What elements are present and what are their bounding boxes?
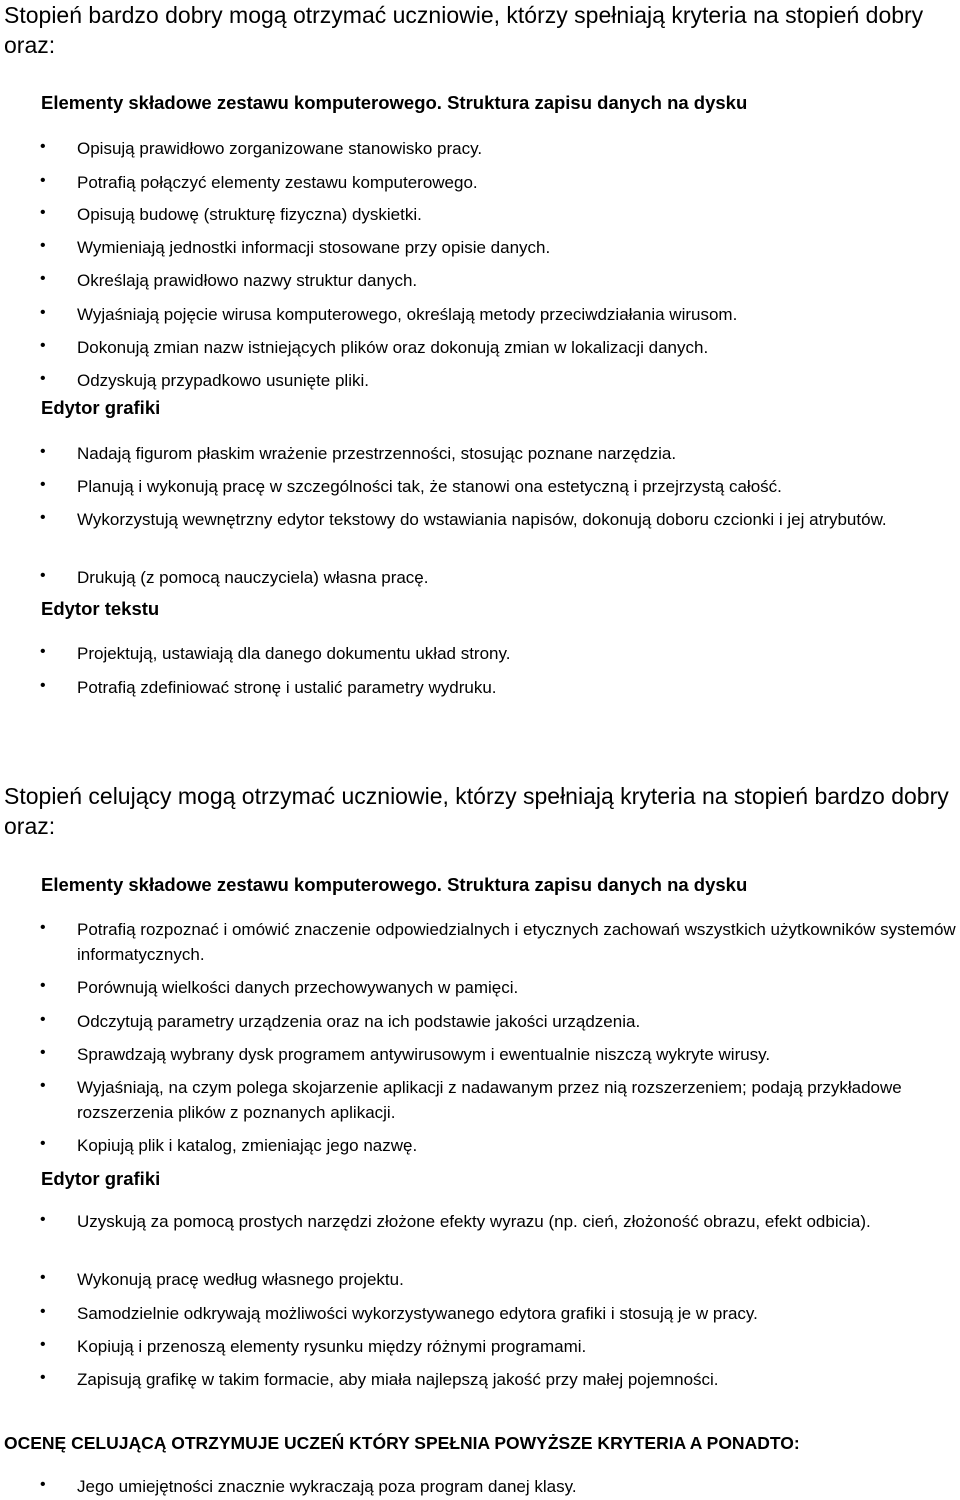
bullet: • — [40, 1369, 46, 1386]
list-item: • Wykonują pracę według własnego projektu. — [40, 1269, 404, 1289]
bullet: • — [40, 370, 46, 387]
bullet: • — [40, 204, 46, 221]
bullet: • — [40, 1135, 46, 1152]
list-item: • Kopiują plik i katalog, zmieniając jego nazwę. — [40, 1135, 418, 1155]
bullet: • — [40, 237, 46, 254]
list-item: • Opisują budowę (strukturę fizyczna) dyskietki. — [40, 204, 422, 224]
bullet: • — [40, 1077, 46, 1094]
bullet: • — [40, 172, 46, 189]
list-item: • Wykorzystują wewnętrzny edytor tekstowy do wstawiania napisów, dokonują doboru czcionki i jej atrybutów. — [40, 509, 887, 529]
bullet: • — [40, 567, 46, 584]
list-item: • Wymieniają jednostki informacji stosowane przy opisie danych. — [40, 237, 551, 257]
bullet: • — [40, 1011, 46, 1028]
list-item: • Jego umiejętności znacznie wykraczają poza program danej klasy. — [40, 1476, 577, 1496]
group-title: Elementy składowe zestawu komputerowego. Struktura zapisu danych na dysku — [41, 874, 748, 895]
list-item: • Potrafią zdefiniować stronę i ustalić parametry wydruku. — [40, 677, 497, 697]
list-item: • Nadają figurom płaskim wrażenie przestrzenności, stosując poznane narzędzia. — [40, 443, 677, 463]
bullet: • — [40, 677, 46, 694]
bullet: • — [40, 919, 46, 936]
list-item: • Wyjaśniają pojęcie wirusa komputerowego, określają metody przeciwdziałania wirusom. — [40, 304, 738, 324]
group-title: Edytor tekstu — [41, 598, 160, 619]
bullet: • — [40, 337, 46, 354]
bullet: • — [40, 476, 46, 493]
section-heading: Stopień bardzo dobry mogą otrzymać uczniowie, którzy spełniają kryteria na stopień dobry oraz: — [4, 2, 924, 58]
bullet: • — [40, 1269, 46, 1286]
bullet: • — [40, 977, 46, 994]
group-title: Edytor grafiki — [41, 397, 161, 418]
list-item: • Planują i wykonują pracę w szczególności tak, że stanowi ona estetyczną i przejrzystą całość. — [40, 476, 782, 496]
bullet: • — [40, 1336, 46, 1353]
bullet: • — [40, 1476, 46, 1493]
bullet: • — [40, 1044, 46, 1061]
bullet: • — [40, 138, 46, 155]
list-item: • Sprawdzają wybrany dysk programem antywirusowym i ewentualnie niszczą wykryte wirusy. — [40, 1044, 771, 1064]
list-item: • Kopiują i przenoszą elementy rysunku między różnymi programami. — [40, 1336, 587, 1356]
list-item: • Potrafią rozpoznać i omówić znaczenie odpowiedzialnych i etycznych zachowań wszystkich użytkowników systemów informatycznych. — [40, 919, 956, 964]
list-item: • Odzyskują przypadkowo usunięte pliki. — [40, 370, 369, 390]
list-item: • Dokonują zmian nazw istniejących plików oraz dokonują zmian w lokalizacji danych. — [40, 337, 709, 357]
list-item: • Określają prawidłowo nazwy struktur danych. — [40, 270, 418, 290]
group-title: Edytor grafiki — [41, 1168, 161, 1189]
bullet: • — [40, 443, 46, 460]
list-item: • Samodzielnie odkrywają możliwości wykorzystywanego edytora grafiki i stosują je w pracy. — [40, 1303, 758, 1323]
list-item: • Zapisują grafikę w takim formacie, aby miała najlepszą jakość przy małej pojemności. — [40, 1369, 719, 1389]
list-item: • Potrafią połączyć elementy zestawu komputerowego. — [40, 172, 478, 192]
list-item: • Opisują prawidłowo zorganizowane stanowisko pracy. — [40, 138, 483, 158]
list-item: • Odczytują parametry urządzenia oraz na ich podstawie jakości urządzenia. — [40, 1011, 641, 1031]
list-item: • Wyjaśniają, na czym polega skojarzenie aplikacji z nadawanym przez nią rozszerzeniem; podają przykładowe rozszerzenia plików z poznanych aplikacji. — [40, 1077, 902, 1122]
bullet: • — [40, 509, 46, 526]
bullet: • — [40, 270, 46, 287]
bullet: • — [40, 643, 46, 660]
list-item: • Porównują wielkości danych przechowywanych w pamięci. — [40, 977, 519, 997]
bullet: • — [40, 304, 46, 321]
bullet: • — [40, 1211, 46, 1228]
list-item: • Uzyskują za pomocą prostych narzędzi złożone efekty wyrazu (np. cień, złożoność obrazu, efekt odbicia). — [40, 1211, 871, 1231]
list-item: • Projektują, ustawiają dla danego dokumentu układ strony. — [40, 643, 511, 663]
list-item: • Drukują (z pomocą nauczyciela) własna pracę. — [40, 567, 429, 587]
group-title: Elementy składowe zestawu komputerowego. Struktura zapisu danych na dysku — [41, 92, 748, 113]
final-heading: OCENĘ CELUJĄCĄ OTRZYMUJE UCZEŃ KTÓRY SPEŁNIA POWYŻSZE KRYTERIA A PONADTO: — [4, 1433, 800, 1453]
bullet: • — [40, 1303, 46, 1320]
section-heading: Stopień celujący mogą otrzymać uczniowie, którzy spełniają kryteria na stopień bardzo dobry oraz: — [4, 783, 949, 839]
